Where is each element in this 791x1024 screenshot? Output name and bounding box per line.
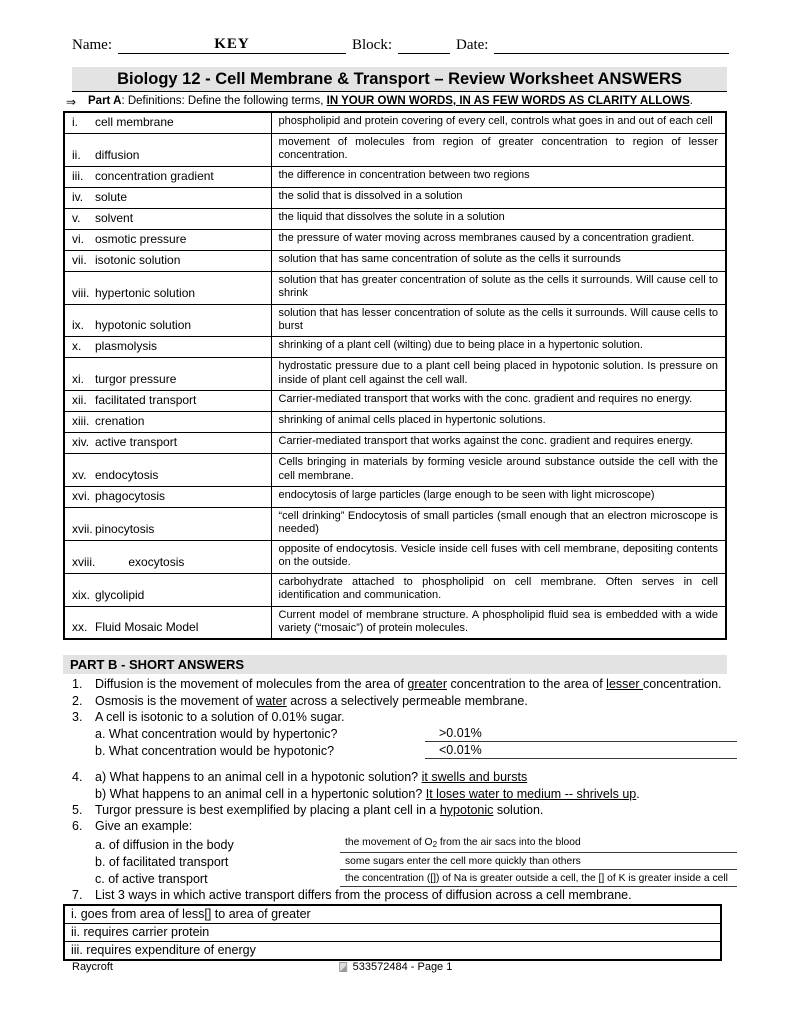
table-row xyxy=(64,391,726,412)
sub-question-label: b. of facilitated transport xyxy=(95,854,229,869)
question-number: 5. xyxy=(72,802,83,817)
table-row xyxy=(64,412,726,433)
term-cell xyxy=(64,166,271,187)
term-cell xyxy=(64,540,271,573)
question-text xyxy=(95,693,737,709)
block-field xyxy=(398,53,450,54)
text-segment: IN YOUR OWN WORDS, IN AS FEW WORDS AS CLARITY ALLOWS xyxy=(326,95,690,107)
sub-question-label: a. What concentration would by hypertonic? xyxy=(95,726,338,741)
definition-text: Carrier-mediated transport that works against the conc. gradient and requires energy. xyxy=(278,435,693,448)
text-segment: concentration to the area of xyxy=(447,677,607,692)
term-cell xyxy=(64,112,271,134)
author-name: Raycroft xyxy=(72,961,113,973)
text-segment: Part A xyxy=(88,95,122,107)
question-3b xyxy=(95,742,737,759)
text-segment: 2 xyxy=(432,840,438,850)
term-cell xyxy=(64,606,271,639)
name-field: KEY xyxy=(118,36,346,54)
table-row xyxy=(64,540,726,573)
question-2 xyxy=(72,693,737,709)
term-cell xyxy=(64,187,271,208)
text-segment: greater xyxy=(407,677,448,692)
text-segment: Osmosis is the movement of xyxy=(95,693,257,708)
term-cell xyxy=(64,412,271,433)
term-label: pinocytosis xyxy=(95,521,155,536)
answer-blank: some sugars enter the cell more quickly than others xyxy=(340,853,737,870)
table-row xyxy=(64,487,726,508)
definition-text: the liquid that dissolves the solute in a solution xyxy=(278,210,505,223)
definition-text: phospholipid and protein covering of every cell, controls what goes in and out of each cell xyxy=(278,115,713,127)
question-text: A cell is isotonic to a solution of 0.01% sugar. xyxy=(95,709,345,724)
block-label: Block: xyxy=(351,37,392,53)
term-label: cell membrane xyxy=(95,115,174,129)
date-label: Date: xyxy=(455,37,489,53)
question-3a xyxy=(95,725,737,742)
term-cell xyxy=(64,508,271,541)
term-cell xyxy=(64,358,271,391)
definition-cell xyxy=(271,358,726,391)
answer-blank xyxy=(340,834,737,853)
term-cell xyxy=(64,433,271,454)
definition-text: shrinking of a plant cell (wilting) due to being place in a hypertonic solution. xyxy=(278,339,643,352)
definition-cell xyxy=(271,540,726,573)
definition-text: carbohydrate attached to phospholipid on cell membrane. Often serves in cell identification and communication. xyxy=(278,575,718,602)
term-cell xyxy=(64,454,271,487)
text-segment: . xyxy=(636,786,640,801)
definition-cell xyxy=(271,271,726,304)
table-row xyxy=(64,229,726,250)
term-numeral: iii. xyxy=(72,168,84,183)
term-cell xyxy=(64,337,271,358)
definition-cell xyxy=(271,573,726,606)
page-number-text: 533572484 - Page 1 xyxy=(352,961,453,973)
question-1 xyxy=(72,676,737,692)
definition-text: movement of molecules from region of greater concentration to region of lesser concentration. xyxy=(278,136,718,162)
question-number: 2. xyxy=(72,693,83,708)
text-segment: water xyxy=(256,693,287,708)
question-7-answer-box xyxy=(63,904,722,961)
term-label: plasmolysis xyxy=(95,339,158,354)
table-row xyxy=(64,606,726,639)
page-info xyxy=(339,961,453,973)
term-numeral: xi. xyxy=(72,372,84,387)
term-numeral: v. xyxy=(72,210,81,225)
term-numeral: x. xyxy=(72,339,82,354)
term-label: exocytosis xyxy=(128,554,185,569)
document-header xyxy=(72,36,735,54)
question-number: 4. xyxy=(72,770,83,785)
part-b-list xyxy=(72,676,737,903)
definition-cell xyxy=(271,187,726,208)
term-cell xyxy=(64,250,271,271)
question-6 xyxy=(72,818,737,887)
text-segment: from the air sacs into the blood xyxy=(437,837,581,849)
term-label: active transport xyxy=(95,435,178,450)
answer-row: iii. requires expenditure of energy xyxy=(71,943,256,958)
term-numeral: xvi. xyxy=(72,489,90,504)
answer-row: i. goes from area of less[] to area of greater xyxy=(65,906,720,924)
table-row xyxy=(64,454,726,487)
term-numeral: xv. xyxy=(72,468,87,483)
term-cell xyxy=(64,391,271,412)
part-b-heading: PART B - SHORT ANSWERS xyxy=(63,655,727,674)
term-label: Fluid Mosaic Model xyxy=(95,620,199,635)
term-label: solute xyxy=(95,189,128,204)
definition-cell xyxy=(271,229,726,250)
part-a-instructions xyxy=(88,95,693,109)
term-label: endocytosis xyxy=(95,468,159,483)
definition-cell xyxy=(271,433,726,454)
definition-text: “cell drinking” Endocytosis of small particles (small enough that an electron microscope is needed) xyxy=(278,510,718,536)
definitions-table-body xyxy=(64,112,726,639)
term-cell xyxy=(64,271,271,304)
term-cell xyxy=(64,208,271,229)
term-cell xyxy=(64,487,271,508)
term-label: solvent xyxy=(95,210,134,225)
definition-text: hydrostatic pressure due to a plant cell being placed in hypotonic solution. Is pressure on inside of plant cell against the cell wall. xyxy=(278,360,718,386)
text-segment: a) What happens to an animal cell in a hypotonic solution? xyxy=(95,770,422,785)
term-cell xyxy=(64,134,271,167)
question-3 xyxy=(72,709,737,760)
table-row xyxy=(64,508,726,541)
definition-cell xyxy=(271,208,726,229)
definition-cell xyxy=(271,606,726,639)
page-icon xyxy=(339,962,347,972)
definition-text: solution that has same concentration of solute as the cells it surrounds xyxy=(278,252,621,265)
question-text xyxy=(95,802,737,818)
table-row xyxy=(64,187,726,208)
question-6c xyxy=(95,870,737,887)
question-number: 3. xyxy=(72,709,83,724)
answer-row: ii. requires carrier protein xyxy=(65,924,720,942)
question-7 xyxy=(72,887,737,903)
question-text: Give an example: xyxy=(95,818,193,833)
text-segment: lesser xyxy=(606,677,643,692)
text-segment: the movement of O xyxy=(345,837,433,849)
definition-text: opposite of endocytosis. Vesicle inside cell fuses with cell membrane, depositing contents on the outside. xyxy=(278,542,718,569)
text-segment: across a selectively permeable membrane. xyxy=(286,693,528,708)
question-6b xyxy=(95,853,737,870)
term-label: glycolipid xyxy=(95,587,145,602)
answer-blank: the concentration ([]) of Na is greater outside a cell, the [] of K is greater inside a cell xyxy=(340,870,737,887)
table-row xyxy=(64,304,726,337)
text-segment: solution. xyxy=(493,802,544,817)
term-label: hypotonic solution xyxy=(95,318,192,333)
text-segment: : Definitions: Define the following terms, xyxy=(121,95,327,107)
term-label: crenation xyxy=(95,414,145,429)
term-numeral: ix. xyxy=(72,318,84,333)
term-label: turgor pressure xyxy=(95,372,177,387)
term-numeral: iv. xyxy=(72,189,84,204)
term-cell xyxy=(64,573,271,606)
definition-cell xyxy=(271,134,726,167)
question-number: 6. xyxy=(72,818,83,833)
question-text: List 3 ways in which active transport differs from the process of diffusion across a cell membrane. xyxy=(95,888,632,903)
answer-blank: >0.01% xyxy=(425,725,737,742)
term-numeral: xviii. xyxy=(72,554,96,569)
answer-blank: <0.01% xyxy=(425,742,737,759)
term-label: facilitated transport xyxy=(95,393,197,408)
definition-cell xyxy=(271,487,726,508)
text-segment: b) What happens to an animal cell in a hypertonic solution? xyxy=(95,786,426,801)
definition-text: the difference in concentration between two regions xyxy=(278,168,530,181)
term-cell xyxy=(64,304,271,337)
text-segment: Diffusion is the movement of molecules from the area of xyxy=(95,677,408,692)
arrow-icon: ⇒ xyxy=(66,95,77,109)
definition-text: the solid that is dissolved in a solution xyxy=(278,189,463,202)
definition-text: solution that has lesser concentration of solute as the cells it surrounds. Will cause cells to burst xyxy=(278,306,718,333)
term-label: phagocytosis xyxy=(95,489,166,504)
text-segment: It loses water to medium -- shrivels up xyxy=(425,786,637,801)
definition-cell xyxy=(271,337,726,358)
table-row xyxy=(64,337,726,358)
table-row xyxy=(64,112,726,134)
text-segment: it swells and bursts xyxy=(421,770,528,785)
text-segment: Turgor pressure is best exemplified by placing a plant cell in a xyxy=(95,802,440,817)
definition-cell xyxy=(271,391,726,412)
question-number: 7. xyxy=(72,888,83,903)
term-numeral: xii. xyxy=(72,393,87,408)
table-row xyxy=(64,166,726,187)
term-numeral: vi. xyxy=(72,231,84,246)
spacer xyxy=(72,759,737,769)
page-title: Biology 12 - Cell Membrane & Transport – Review Worksheet ANSWERS xyxy=(72,67,727,92)
definition-text: endocytosis of large particles (large enough to be seen with light microscope) xyxy=(278,489,655,502)
term-numeral: i. xyxy=(72,115,78,129)
definition-text: solution that has greater concentration of solute as the cells it surrounds. Will cause cell to shrink xyxy=(278,273,718,300)
name-label: Name: xyxy=(72,37,112,53)
term-numeral: vii. xyxy=(72,252,87,267)
table-row xyxy=(64,134,726,167)
text-segment: hypotonic xyxy=(439,802,494,817)
term-numeral: xvii. xyxy=(72,521,93,536)
term-label: isotonic solution xyxy=(95,252,181,267)
term-label: concentration gradient xyxy=(95,168,214,183)
question-number: 1. xyxy=(72,677,83,692)
sub-question-label: c. of active transport xyxy=(95,871,208,886)
text-segment: . xyxy=(689,95,693,107)
term-numeral: xx. xyxy=(72,620,88,635)
question-5 xyxy=(72,802,737,818)
definition-cell xyxy=(271,304,726,337)
definition-text: Current model of membrane structure. A phospholipid fluid sea is embedded with a wide variety (“mosaic”) of protein molecules. xyxy=(278,608,718,634)
question-4b-text xyxy=(95,786,737,802)
term-numeral: xiv. xyxy=(72,435,90,450)
sub-question-label: a. of diffusion in the body xyxy=(95,837,234,852)
definition-text: Cells bringing in materials by forming vesicle around substance outside the cell with the cell membrane. xyxy=(278,456,718,482)
definition-text: shrinking of animal cells placed in hypertonic solutions. xyxy=(278,414,546,427)
term-numeral: xix. xyxy=(72,587,90,602)
definition-cell xyxy=(271,454,726,487)
term-label: osmotic pressure xyxy=(95,231,187,246)
question-4a-text xyxy=(95,769,737,785)
definition-text: Carrier-mediated transport that works with the conc. gradient and requires no energy. xyxy=(278,393,693,406)
term-numeral: xiii. xyxy=(72,414,90,429)
part-a-intro xyxy=(66,95,735,109)
table-row xyxy=(64,250,726,271)
table-row xyxy=(64,208,726,229)
term-label: hypertonic solution xyxy=(95,285,196,300)
definition-cell xyxy=(271,508,726,541)
term-cell xyxy=(64,229,271,250)
question-6a xyxy=(95,834,737,853)
definition-cell xyxy=(271,112,726,134)
definition-cell xyxy=(271,412,726,433)
definition-text: the pressure of water moving across membranes caused by a concentration gradient. xyxy=(278,231,695,244)
definition-cell xyxy=(271,166,726,187)
definitions-table xyxy=(63,111,727,640)
question-4 xyxy=(72,769,737,801)
table-row xyxy=(64,573,726,606)
term-numeral: viii. xyxy=(72,285,90,300)
term-numeral: ii. xyxy=(72,147,81,162)
term-label: diffusion xyxy=(95,147,140,162)
question-text xyxy=(95,676,737,692)
date-field xyxy=(494,53,729,54)
table-row xyxy=(64,433,726,454)
table-row xyxy=(64,358,726,391)
sub-question-label: b. What concentration would be hypotonic? xyxy=(95,744,335,759)
definition-cell xyxy=(271,250,726,271)
text-segment: concentration. xyxy=(643,677,722,692)
table-row xyxy=(64,271,726,304)
